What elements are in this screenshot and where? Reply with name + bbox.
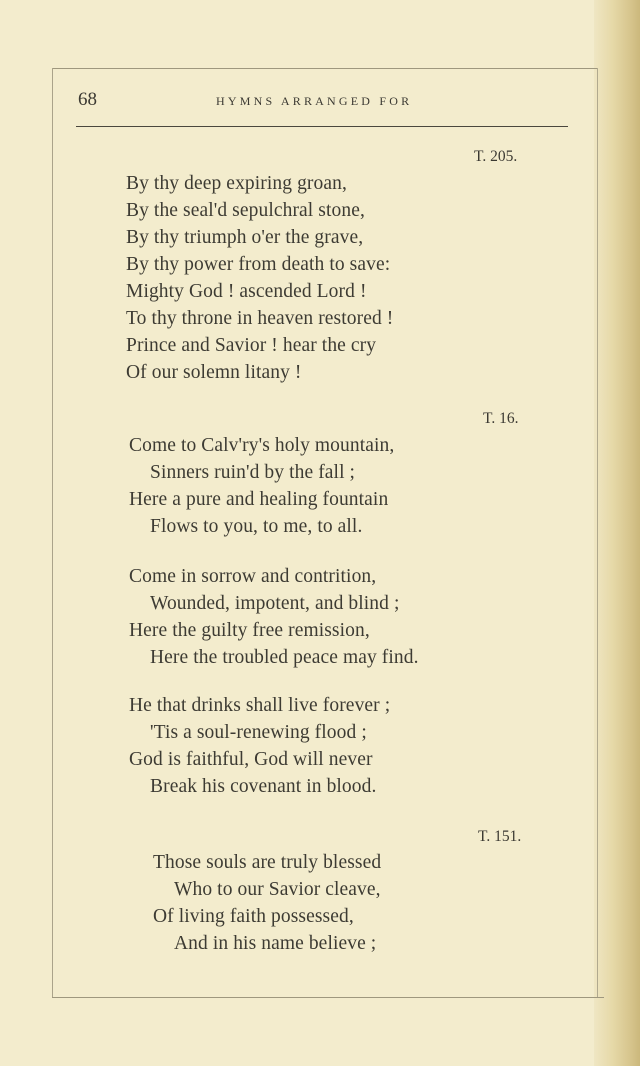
hymn-line: Who to our Savior cleave,: [174, 879, 381, 900]
page-number: 68: [78, 89, 97, 110]
hymn-line: Flows to you, to me, to all.: [150, 516, 363, 537]
hymn-line: Of living faith possessed,: [153, 906, 354, 927]
tune-label: T. 151.: [478, 828, 522, 845]
hymn-line: By thy triumph o'er the grave,: [126, 227, 364, 248]
frame-bottom-rule: [52, 997, 604, 998]
hymn-line: Break his covenant in blood.: [150, 776, 377, 797]
hymn-line: Come in sorrow and contrition,: [129, 566, 377, 587]
hymn-line: To thy throne in heaven restored !: [126, 308, 394, 329]
hymn-line: Come to Calv'ry's holy mountain,: [129, 435, 395, 456]
hymn-line: Of our solemn litany !: [126, 362, 302, 383]
hymn-line: Wounded, impotent, and blind ;: [150, 593, 400, 614]
hymn-line: Sinners ruin'd by the fall ;: [150, 462, 356, 483]
hymn-line: God is faithful, God will never: [129, 749, 373, 770]
hymn-line: And in his name believe ;: [174, 933, 377, 954]
hymn-line: He that drinks shall live forever ;: [129, 695, 391, 716]
hymn-line: Here the guilty free remission,: [129, 620, 370, 641]
hymn-line: By thy deep expiring groan,: [126, 173, 347, 194]
running-head: HYMNS ARRANGED FOR: [216, 94, 413, 108]
hymn-line: Here the troubled peace may find.: [150, 647, 419, 668]
hymn-line: 'Tis a soul-renewing flood ;: [150, 722, 367, 743]
hymn-line: By the seal'd sepulchral stone,: [126, 200, 365, 221]
header-rule: [76, 126, 568, 127]
frame-right-rule: [597, 68, 598, 998]
frame-left-rule: [52, 68, 53, 998]
hymn-line: Here a pure and healing fountain: [129, 489, 389, 510]
frame-top-rule: [52, 68, 598, 69]
hymn-line: Prince and Savior ! hear the cry: [126, 335, 377, 356]
hymn-line: Those souls are truly blessed: [153, 852, 382, 873]
page-edge: [594, 0, 640, 1066]
tune-label: T. 16.: [483, 410, 519, 427]
hymn-line: By thy power from death to save:: [126, 254, 391, 275]
hymn-line: Mighty God ! ascended Lord !: [126, 281, 367, 302]
tune-label: T. 205.: [474, 148, 518, 165]
